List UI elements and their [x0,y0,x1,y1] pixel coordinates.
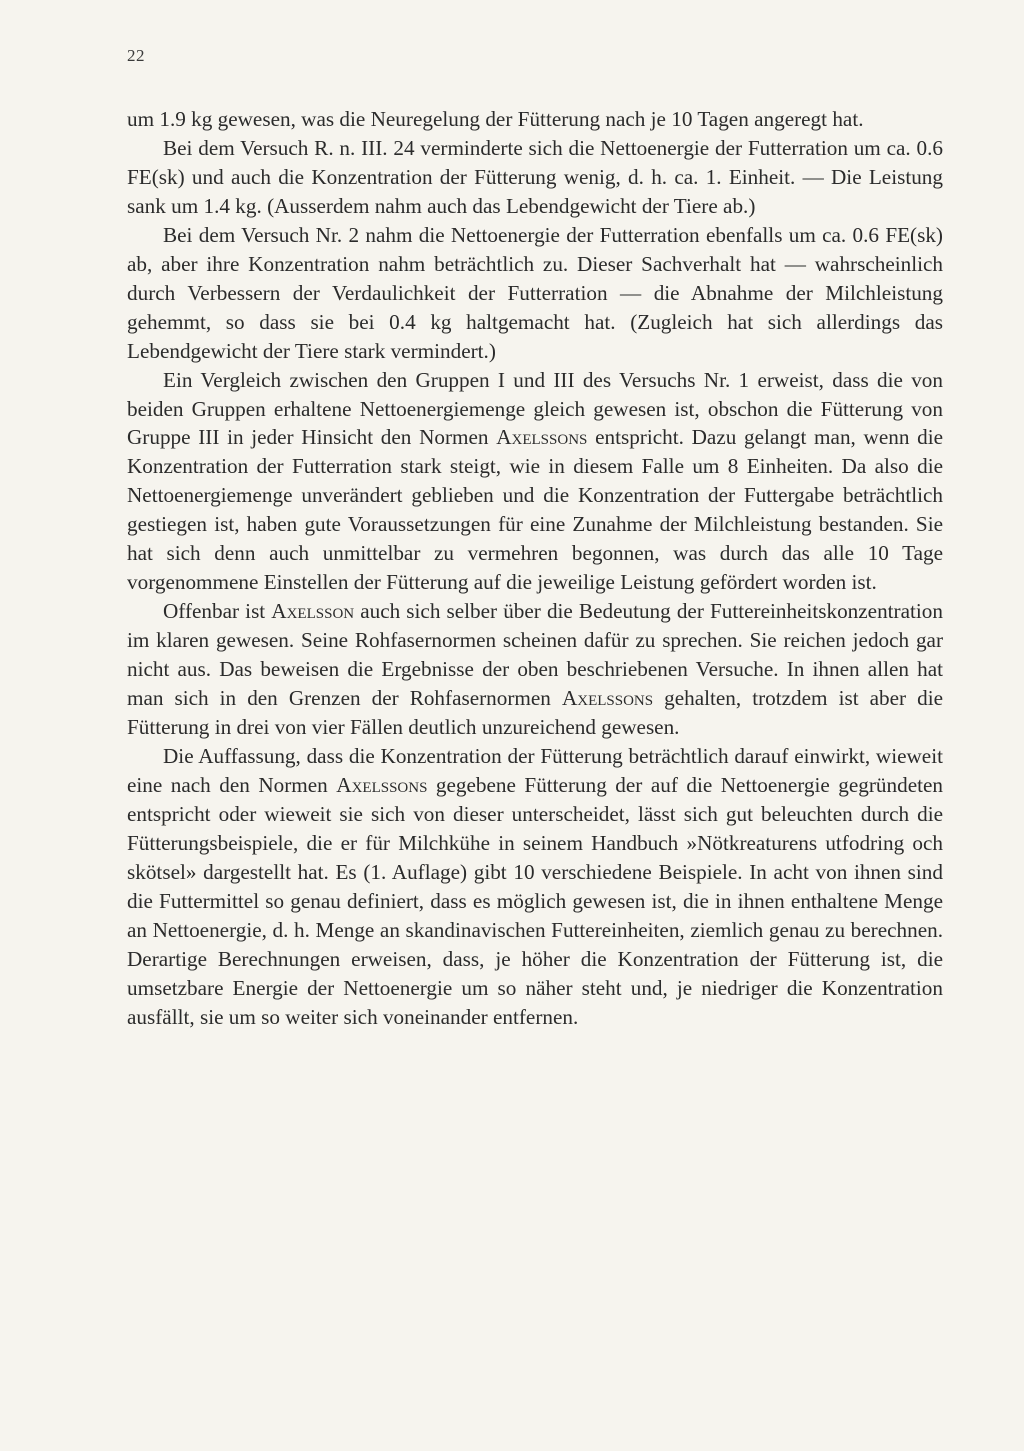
author-name-smallcaps: Axelsson [271,599,355,624]
paragraph-6-text: Die Auffassung, dass die Konzentration der Fütterung beträchtlich darauf einwirkt, wieweit eine nach den Normen [127,743,943,797]
paragraph-4-text: entspricht. Dazu gelangt man, wenn die Konzentration der Futterration stark steigt, wie in diesem Falle um 8 Einheiten. Da also die Nettoenergiemenge unverändert geblieben und die Konzentration der Futtergabe beträchtlich gestiegen ist, haben gute Voraussetzungen für eine Zunahme der Milchleistung bestanden. Sie hat sich denn auch unmittelbar zu vermehren begonnen, was durch das alle 10 Tage vorgenommene Einstellen der Fütterung auf die jeweilige Leistung gefördert worden ist. [127,425,943,595]
paragraph-3: Bei dem Versuch Nr. 2 nahm die Nettoenergie der Futterration ebenfalls um ca. 0.6 FE(sk) ab, aber ihre Konzentration nahm beträchtlich zu. Dieser Sachverhalt hat — wahrscheinlich durch Verbessern der Verdaulichkeit der Futterration — die Abnahme der Milchleistung gehemmt, so dass sie bei 0.4 kg haltgemacht hat. (Zugleich hat sich allerdings das Lebendgewicht der Tiere stark vermindert.) [127,222,943,363]
body-text [127,105,943,1032]
paragraph-5-text: Offenbar ist [163,599,272,624]
paragraph-6-text: gegebene Fütterung der auf die Nettoenergie gegründeten entspricht oder wieweit sie sich von dieser unterscheidet, lässt sich gut beleuchten durch die Fütterungsbeispiele, die er für Milchkühe in seinem Handbuch »Nötkreaturens utfodring och skötsel» dargestellt hat. Es (1. Auflage) gibt 10 verschiedene Beispiele. In acht von ihnen sind die Futtermittel so genau definiert, dass es möglich gewesen ist, die in ihnen enthaltene Menge an Nettoenergie, d. h. Menge an skandinavischen Futtereinheiten, ziemlich genau zu berechnen. Derartige Berechnungen erweisen, dass, je höher die Konzentration der Fütterung ist, die umsetzbare Energie der Nettoenergie um so näher steht und, je niedriger die Konzentration ausfällt, sie um so weiter sich voneinander entfernen. [127,772,943,1029]
paragraph-1: um 1.9 kg gewesen, was die Neuregelung der Fütterung nach je 10 Tagen angeregt hat. [127,107,864,131]
paragraph-5-text: auch sich selber über die Bedeutung der Futtereinheitskonzentration im klaren gewesen. Seine Rohfasernormen scheinen dafür zu sprechen. Sie reichen jedoch gar nicht aus. Das beweisen die Ergebnisse der oben beschriebenen Versuche. In ihnen allen hat man sich in den Grenzen der Rohfasernormen [127,599,943,711]
author-name-smallcaps: Axelssons [336,772,428,797]
paragraph-4 [127,366,943,598]
page-number: 22 [127,46,145,65]
paragraph-5-text: gehalten, trotzdem ist aber die Fütterung in drei von vier Fällen deutlich unzureichend gewesen. [127,686,943,740]
paragraph-2: Bei dem Versuch R. n. III. 24 verminderte sich die Nettoenergie der Futterration um ca. 0.6 FE(sk) und auch die Konzentration der Fütterung wenig, d. h. ca. 1. Einheit. — Die Leistung sank um 1.4 kg. (Ausserdem nahm auch das Lebendgewicht der Tiere ab.) [127,135,943,218]
paragraph-4-text: Ein Vergleich zwischen den Gruppen I und III des Versuchs Nr. 1 erweist, dass die von beiden Gruppen erhaltene Nettoenergiemenge gleich gewesen ist, obschon die Fütterung von Gruppe III in jeder Hinsicht den Normen [127,367,943,450]
paragraph-6 [127,742,943,1032]
author-name-smallcaps: Axelssons [561,686,654,711]
author-name-smallcaps: Axelssons [496,425,588,450]
paragraph-5 [127,597,943,742]
